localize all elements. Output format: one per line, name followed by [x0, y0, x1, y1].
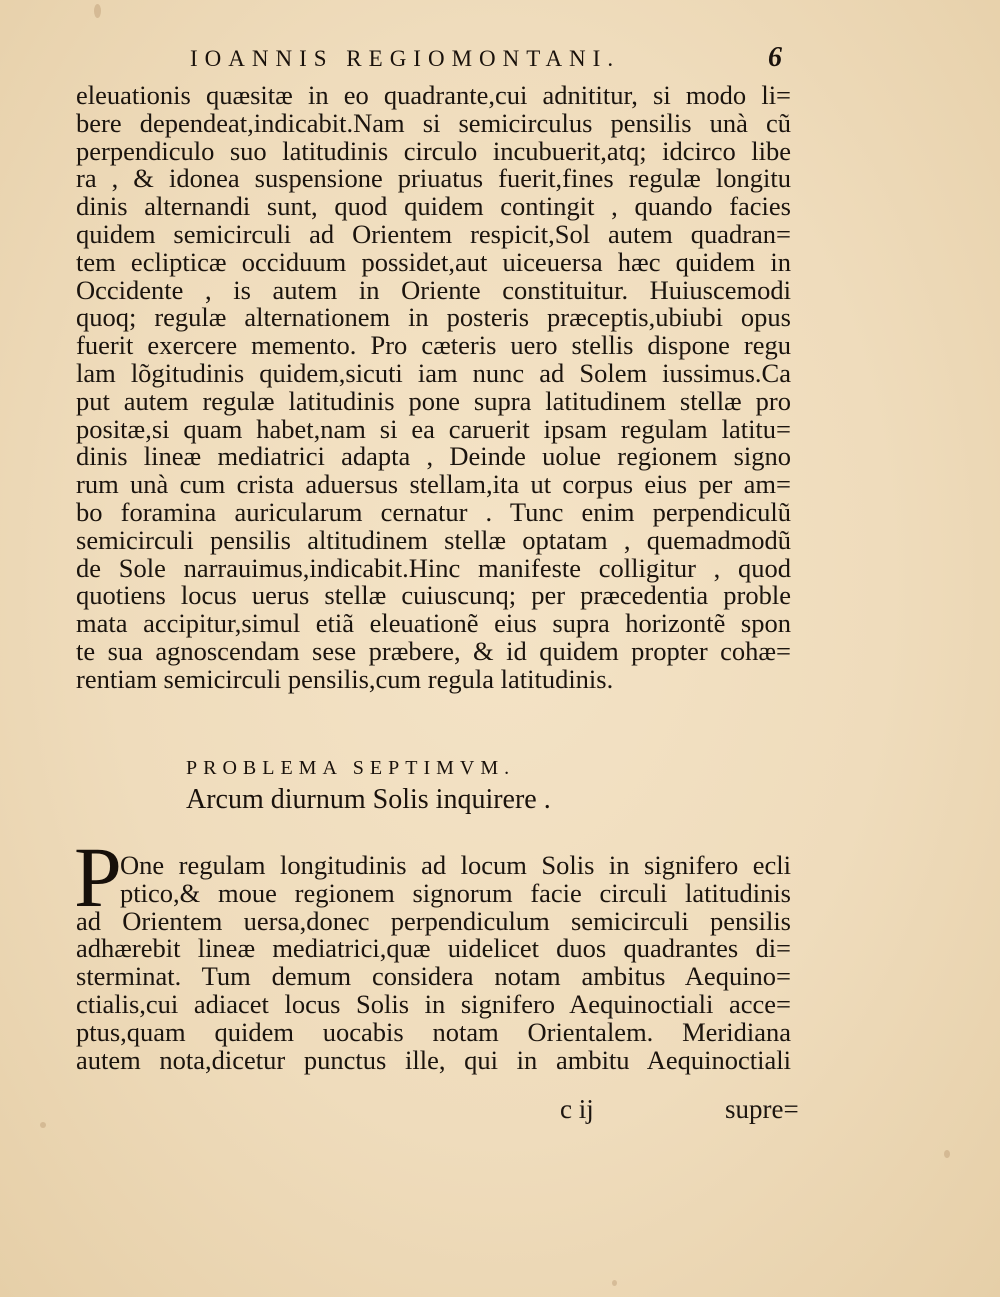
catchword: supre= [725, 1094, 799, 1124]
text-line: semicirculi pensilis altitudinem stellæ optatam , quemadmodũ [76, 524, 791, 555]
text-line: put autem regulæ latitudinis pone supra latitudinem stellæ pro [76, 385, 791, 416]
foxing-spot [944, 1150, 950, 1158]
running-title: IOANNIS REGIOMONTANI. [190, 46, 621, 71]
text-line: mata accipitur,simul etiã eleuationẽ eius supra horizontẽ spon [76, 608, 791, 639]
foxing-spot [94, 4, 101, 18]
folio-number: 6 [768, 42, 782, 73]
text-line: ptus,quam quidem uocabis notam Orientalem. Meridiana [76, 1016, 791, 1047]
text-line: ad Orientem uersa,donec perpendiculum semicirculi pensilis [76, 905, 791, 936]
signature-mark: c ij [560, 1094, 594, 1124]
text-line: rum unà cum crista aduersus stellam,ita ut corpus eius per am= [76, 469, 791, 500]
text-line: ptico,& moue regionem signorum facie circuli latitudinis [120, 877, 791, 908]
body-text-continued [76, 82, 791, 694]
text-line: ctialis,cui adiacet locus Solis in signifero Aequinoctiali acce= [76, 988, 791, 1019]
foxing-spot [612, 1280, 617, 1286]
text-line: te sua agnoscendam sese præbere, & id quidem propter cohæ= [76, 635, 791, 666]
text-line: ra , & idonea suspensione priuatus fuerit,fines regulæ longitu [76, 163, 791, 194]
problem-heading: PROBLEMA SEPTIMVM. [186, 757, 516, 779]
text-line: adhærebit lineæ mediatrici,quæ uidelicet duos quadrantes di= [76, 933, 791, 964]
text-line: perpendiculo suo latitudinis circulo incubuerit,atq; idcirco libe [76, 135, 791, 166]
page-footer [540, 1094, 799, 1130]
text-line: One regulam longitudinis ad locum Solis in signifero ecli [120, 850, 791, 880]
drop-cap-initial: P [74, 829, 122, 925]
text-line: fuerit exercere memento. Pro cæteris uero stellis dispone regu [76, 330, 791, 361]
text-line: positæ,si quam habet,nam si ea caruerit ipsam regulam latitu= [76, 413, 791, 444]
text-line: quoq; regulæ alternationem in posteris præceptis,ubiubi opus [76, 302, 791, 333]
text-line: bere dependeat,indicabit.Nam si semicirculus pensilis unà cũ [76, 107, 791, 138]
text-line: de Sole narrauimus,indicabit.Hinc manifeste colligitur , quod [76, 552, 791, 583]
text-line: eleuationis quæsitæ in eo quadrante,cui adnititur, si modo li= [76, 80, 791, 110]
text-line: Occidente , is autem in Oriente constituitur. Huiuscemodi [76, 274, 791, 305]
body-text-problem [76, 852, 791, 1074]
text-line: quotiens locus uerus stellæ cuiuscunq; per præcedentia proble [76, 580, 791, 611]
foxing-spot [40, 1122, 46, 1128]
problem-subtitle: Arcum diurnum Solis inquirere . [186, 784, 551, 815]
text-line: dinis alternandi sunt, quod quidem contingit , quando facies [76, 191, 791, 222]
text-line: quidem semicirculi ad Orientem respicit,Sol autem quadran= [76, 218, 791, 249]
text-line: bo foramina auricularum cernatur . Tunc enim perpendiculũ [76, 496, 791, 527]
running-head [0, 40, 1000, 80]
text-line: rentiam semicirculi pensilis,cum regula latitudinis. [76, 663, 614, 694]
text-line: tem eclipticæ occiduum possidet,aut uiceuersa hæc quidem in [76, 246, 791, 277]
text-line: dinis lineæ mediatrici adapta , Deinde uolue regionem signo [76, 441, 791, 472]
text-line: lam lõgitudinis quidem,sicuti iam nunc ad Solem iussimus.Ca [76, 357, 791, 388]
text-line: autem nota,dicetur punctus ille, qui in ambitu Aequinoctiali [76, 1044, 791, 1075]
text-line: sterminat. Tum demum considera notam ambitus Aequino= [76, 961, 791, 992]
